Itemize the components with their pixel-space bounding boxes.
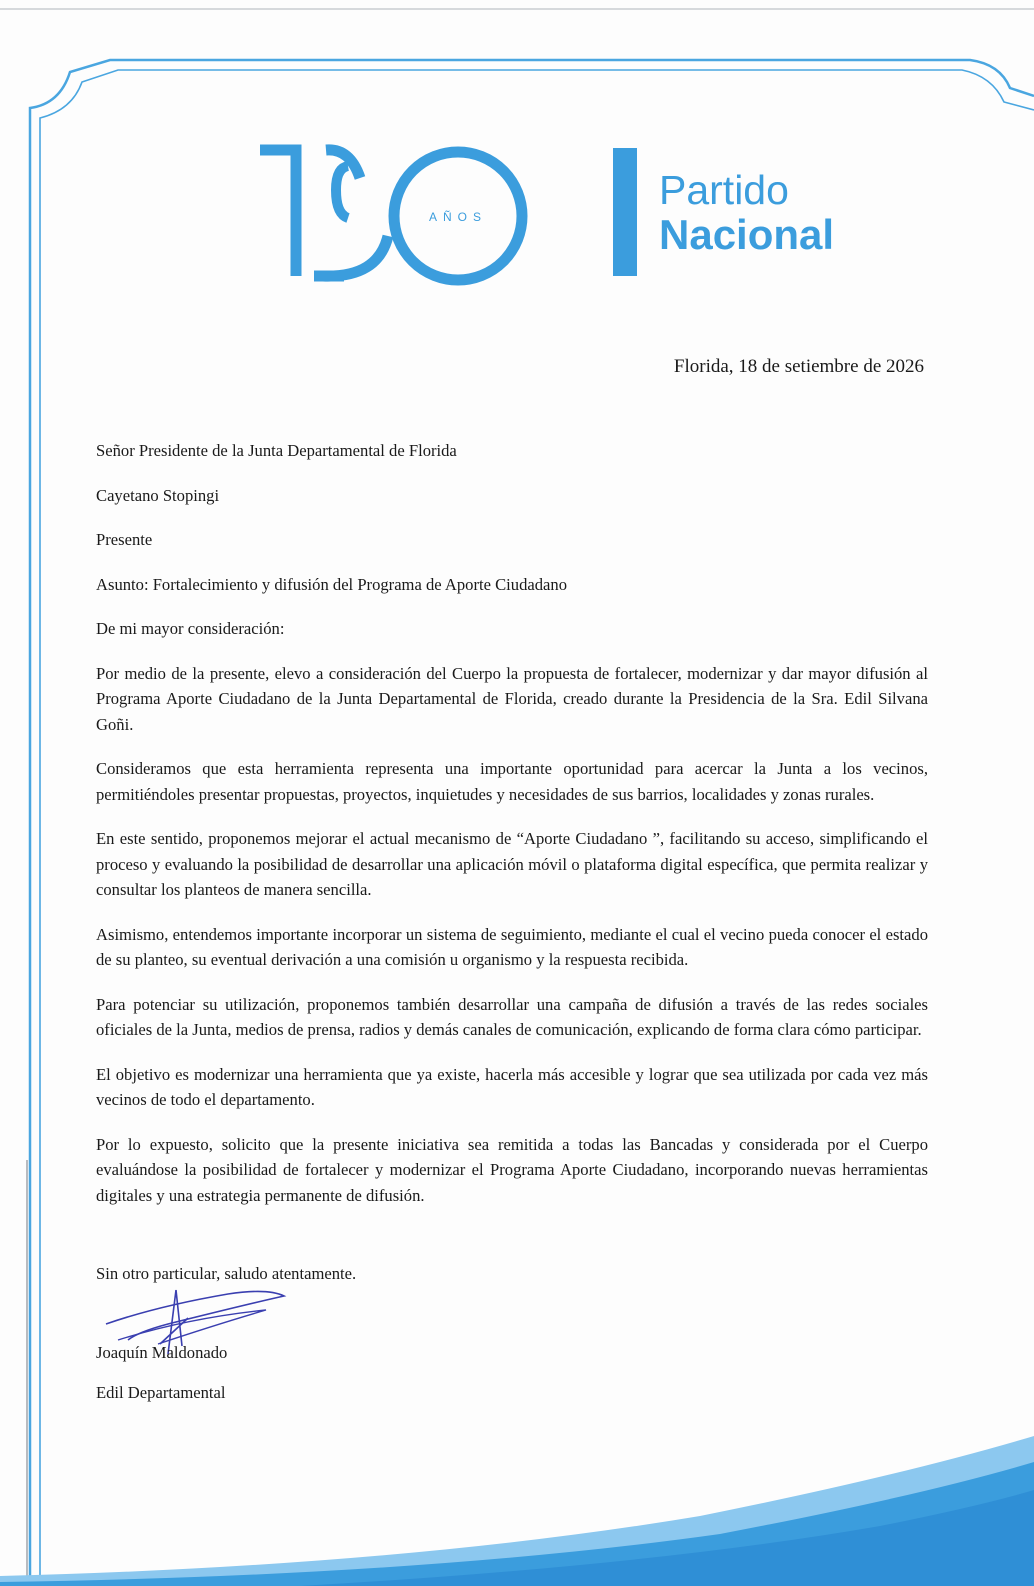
signer-name: Joaquín Maldonado	[96, 1343, 228, 1362]
paragraph: El objetivo es modernizar una herramienta que ya existe, hacerla más accesible y lograr que sea utilizada por cada vez más vecinos de todo el departamento.	[96, 1064, 928, 1109]
party-name-line1: Partido	[659, 167, 789, 213]
closing-line: Sin otro particular, saludo atentamente.	[96, 1264, 357, 1283]
letter-body	[96, 438, 928, 1227]
paragraph: En este sentido, proponemos mejorar el actual mecanismo de “Aporte Ciudadano ”, facilitando su acceso, simplificando el proceso y evaluando la posibilidad de desarrollar una aplicación móvil o plataforma digital específica, que permita realizar y consultar los planteos de manera sencilla.	[96, 829, 928, 899]
footer-wave-decoration	[0, 1416, 1034, 1586]
paragraph: Por medio de la presente, elevo a consideración del Cuerpo la propuesta de fortalecer, modernizar y dar mayor difusión al Programa Aporte Ciudadano de la Junta Departamental de Florida, creado durante la Presidencia de la Sra. Edil Silvana Goñi.	[96, 663, 928, 734]
paragraph: Asimismo, entendemos importante incorporar un sistema de seguimiento, mediante el cual el vecino pueda conocer el estado de su planteo, su eventual derivación a una comisión u organismo y la respuesta recibida.	[96, 924, 928, 969]
recipient-title: Señor Presidente de la Junta Departamental de Florida	[96, 441, 457, 460]
years-label: AÑOS	[428, 210, 488, 224]
salutation: De mi mayor consideración:	[96, 619, 285, 638]
party-name-line2: Nacional	[659, 211, 835, 258]
presente-line: Presente	[96, 530, 153, 549]
party-logo	[248, 138, 888, 288]
paragraph: Consideramos que esta herramienta representa una importante oportunidad para acercar la Junta a los vecinos, permitiéndoles presentar propuestas, proyectos, inquietudes y necesidades de sus barrios, localidades y zonas rurales.	[96, 759, 928, 804]
paragraph: Para potenciar su utilización, proponemos también desarrollar una campaña de difusión a través de las redes sociales oficiales de la Junta, medios de prensa, radios y demás canales de comunicación, explicando de forma clara cómo participar.	[96, 994, 928, 1039]
recipient-name: Cayetano Stopingi	[96, 485, 220, 505]
subject-line: Asunto: Fortalecimiento y difusión del Programa de Aporte Ciudadano	[96, 574, 567, 594]
signer-role: Edil Departamental	[96, 1383, 226, 1402]
letter-date: Florida, 18 de setiembre de 2026	[673, 356, 924, 377]
paragraph: Por lo expuesto, solicito que la presente iniciativa sea remitida a todas las Bancadas y considerada por el Cuerpo evaluándose la posibilidad de fortalecer y modernizar el Programa Aporte Ciudadano, incorporando nuevas herramientas digitales y una estrategia permanente de difusión.	[96, 1134, 928, 1205]
